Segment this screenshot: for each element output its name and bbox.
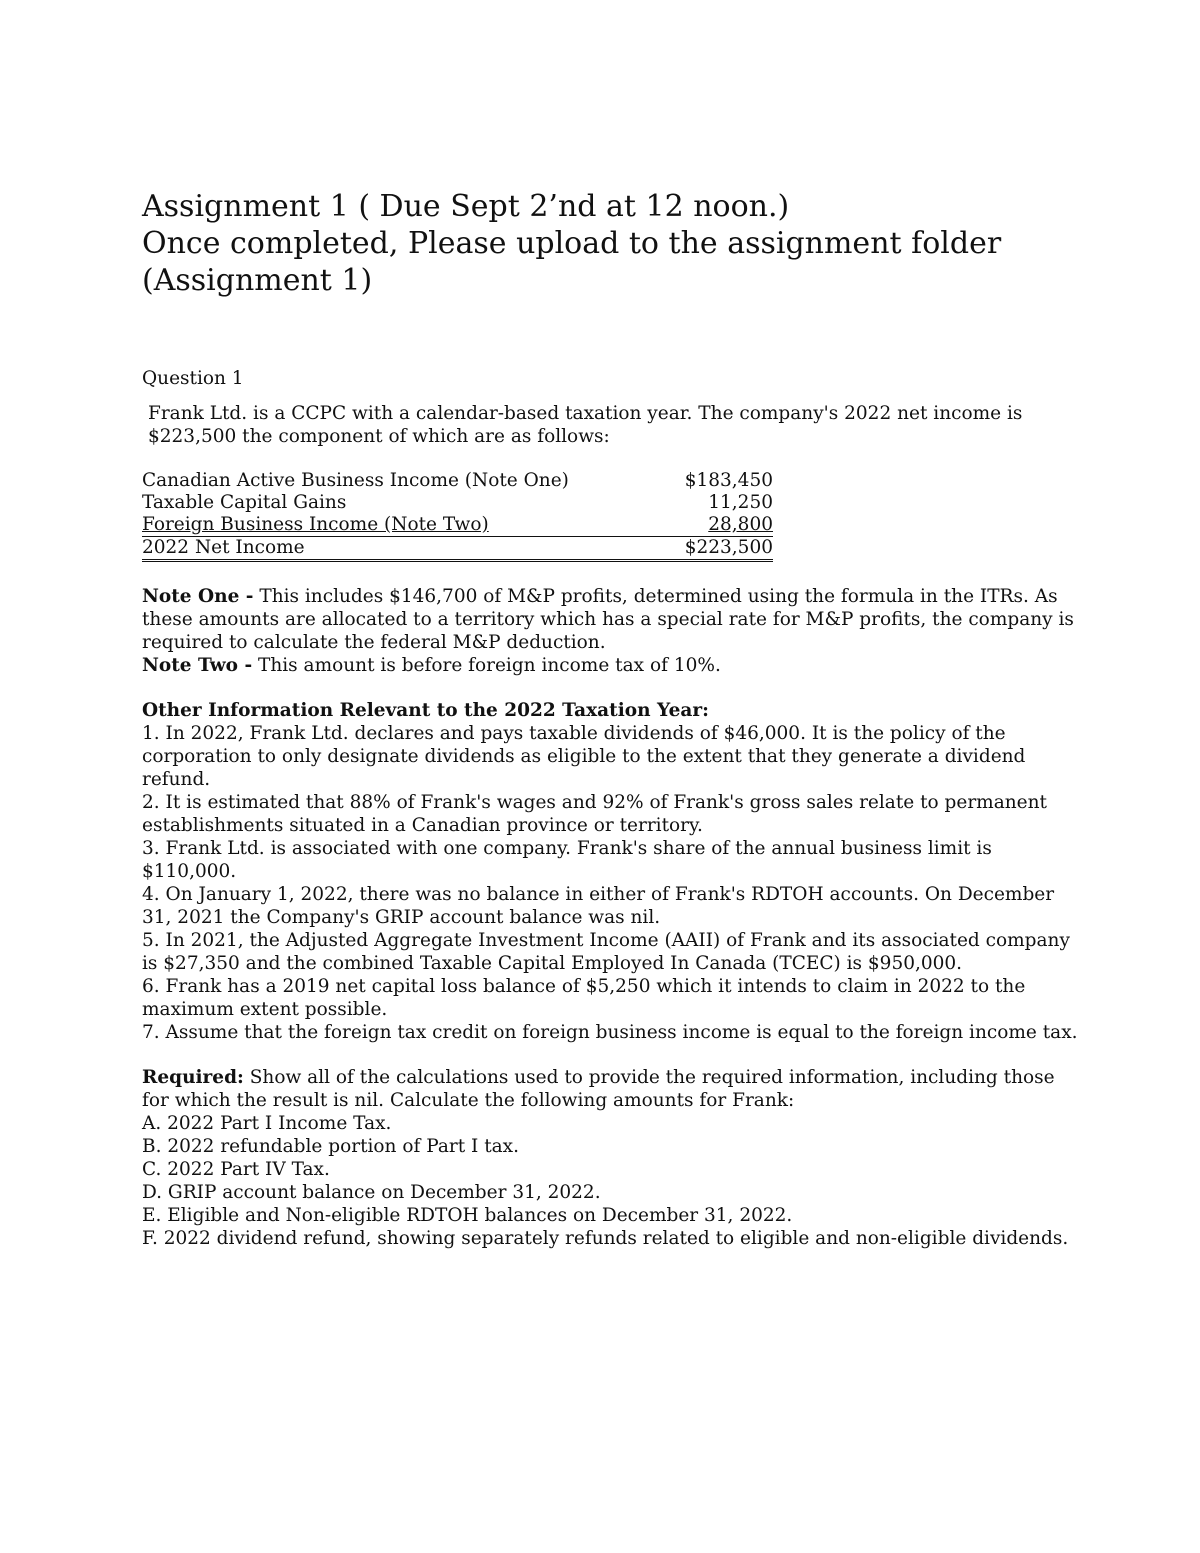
income-total-row bbox=[142, 537, 773, 561]
note-one-text: This includes $146,700 of M&P profits, determined using the formula in the ITRs. As these amounts are allocated to a territory which has a special rate for M&P profits, the company is required to calculate the federal M&P deduction. bbox=[142, 586, 1074, 653]
list-item: 7. Assume that the foreign tax credit on foreign business income is equal to the foreign income tax. bbox=[142, 1022, 1078, 1043]
document-page bbox=[142, 188, 1082, 1250]
question-label: Question 1 bbox=[142, 368, 244, 389]
income-row bbox=[142, 514, 773, 537]
required-section bbox=[142, 1066, 1082, 1250]
required-label: Required: bbox=[142, 1067, 244, 1088]
note-two bbox=[142, 654, 1082, 677]
note-two-text: This amount is before foreign income tax of 10%. bbox=[252, 655, 721, 676]
list-item: 4. On January 1, 2022, there was no balance in either of Frank's RDTOH accounts. On December 31, 2021 the Company's GRIP account balance was nil. bbox=[142, 884, 1055, 928]
list-item: 3. Frank Ltd. is associated with one company. Frank's share of the annual business limit is $110,000. bbox=[142, 838, 992, 882]
income-row-label: Canadian Active Business Income (Note One) bbox=[142, 470, 569, 491]
list-item: F. 2022 dividend refund, showing separately refunds related to eligible and non-eligible dividends. bbox=[142, 1228, 1069, 1249]
title-line-1: Assignment 1 ( Due Sept 2’nd at 12 noon.) bbox=[142, 189, 790, 224]
question-intro: Frank Ltd. is a CCPC with a calendar-based taxation year. The company's 2022 net income is $223,500 the component of which are as follows: bbox=[148, 403, 1023, 447]
title-line-2: Once completed, Please upload to the assignment folder bbox=[142, 226, 1002, 261]
note-two-label: Note Two - bbox=[142, 655, 253, 676]
note-one bbox=[142, 585, 1082, 654]
list-item: B. 2022 refundable portion of Part I tax. bbox=[142, 1136, 519, 1157]
income-row-label: Foreign Business Income (Note Two) bbox=[142, 514, 489, 535]
list-item: D. GRIP account balance on December 31, 2022. bbox=[142, 1182, 601, 1203]
income-row bbox=[142, 492, 773, 514]
income-row-amount: 28,800 bbox=[708, 514, 773, 535]
list-item: 5. In 2021, the Adjusted Aggregate Investment Income (AAII) of Frank and its associated company is $27,350 and the combined Taxable Capital Employed In Canada (TCEC) is $950,000. bbox=[142, 930, 1070, 974]
list-item: A. 2022 Part I Income Tax. bbox=[142, 1113, 392, 1134]
income-table bbox=[142, 470, 773, 562]
income-row bbox=[142, 470, 773, 492]
income-row-amount: $183,450 bbox=[684, 470, 773, 491]
income-row-amount: 11,250 bbox=[708, 492, 773, 513]
list-item: C. 2022 Part IV Tax. bbox=[142, 1159, 330, 1180]
other-info-section bbox=[142, 699, 1082, 1044]
list-item: 6. Frank has a 2019 net capital loss balance of $5,250 which it intends to claim in 2022 to the maximum extent possible. bbox=[142, 976, 1026, 1020]
list-item: 2. It is estimated that 88% of Frank's wages and 92% of Frank's gross sales relate to permanent establishments situated in a Canadian province or territory. bbox=[142, 792, 1047, 836]
title-line-3: (Assignment 1) bbox=[142, 263, 373, 298]
required-text: Show all of the calculations used to provide the required information, including those for which the result is nil. Calculate the following amounts for Frank: bbox=[142, 1067, 1055, 1111]
notes-section bbox=[142, 585, 1082, 677]
list-item: E. Eligible and Non-eligible RDTOH balances on December 31, 2022. bbox=[142, 1205, 793, 1226]
list-item: 1. In 2022, Frank Ltd. declares and pays taxable dividends of $46,000. It is the policy of the corporation to only designate dividends as eligible to the extent that they generate a dividend refund. bbox=[142, 723, 1026, 790]
income-row-label: Taxable Capital Gains bbox=[142, 492, 347, 513]
income-total-label: 2022 Net Income bbox=[142, 537, 677, 561]
note-one-label: Note One - bbox=[142, 586, 254, 607]
required-intro bbox=[142, 1066, 1082, 1112]
assignment-title bbox=[142, 188, 1082, 299]
income-total-amount: $223,500 bbox=[677, 537, 773, 561]
other-info-heading: Other Information Relevant to the 2022 Taxation Year: bbox=[142, 700, 709, 721]
